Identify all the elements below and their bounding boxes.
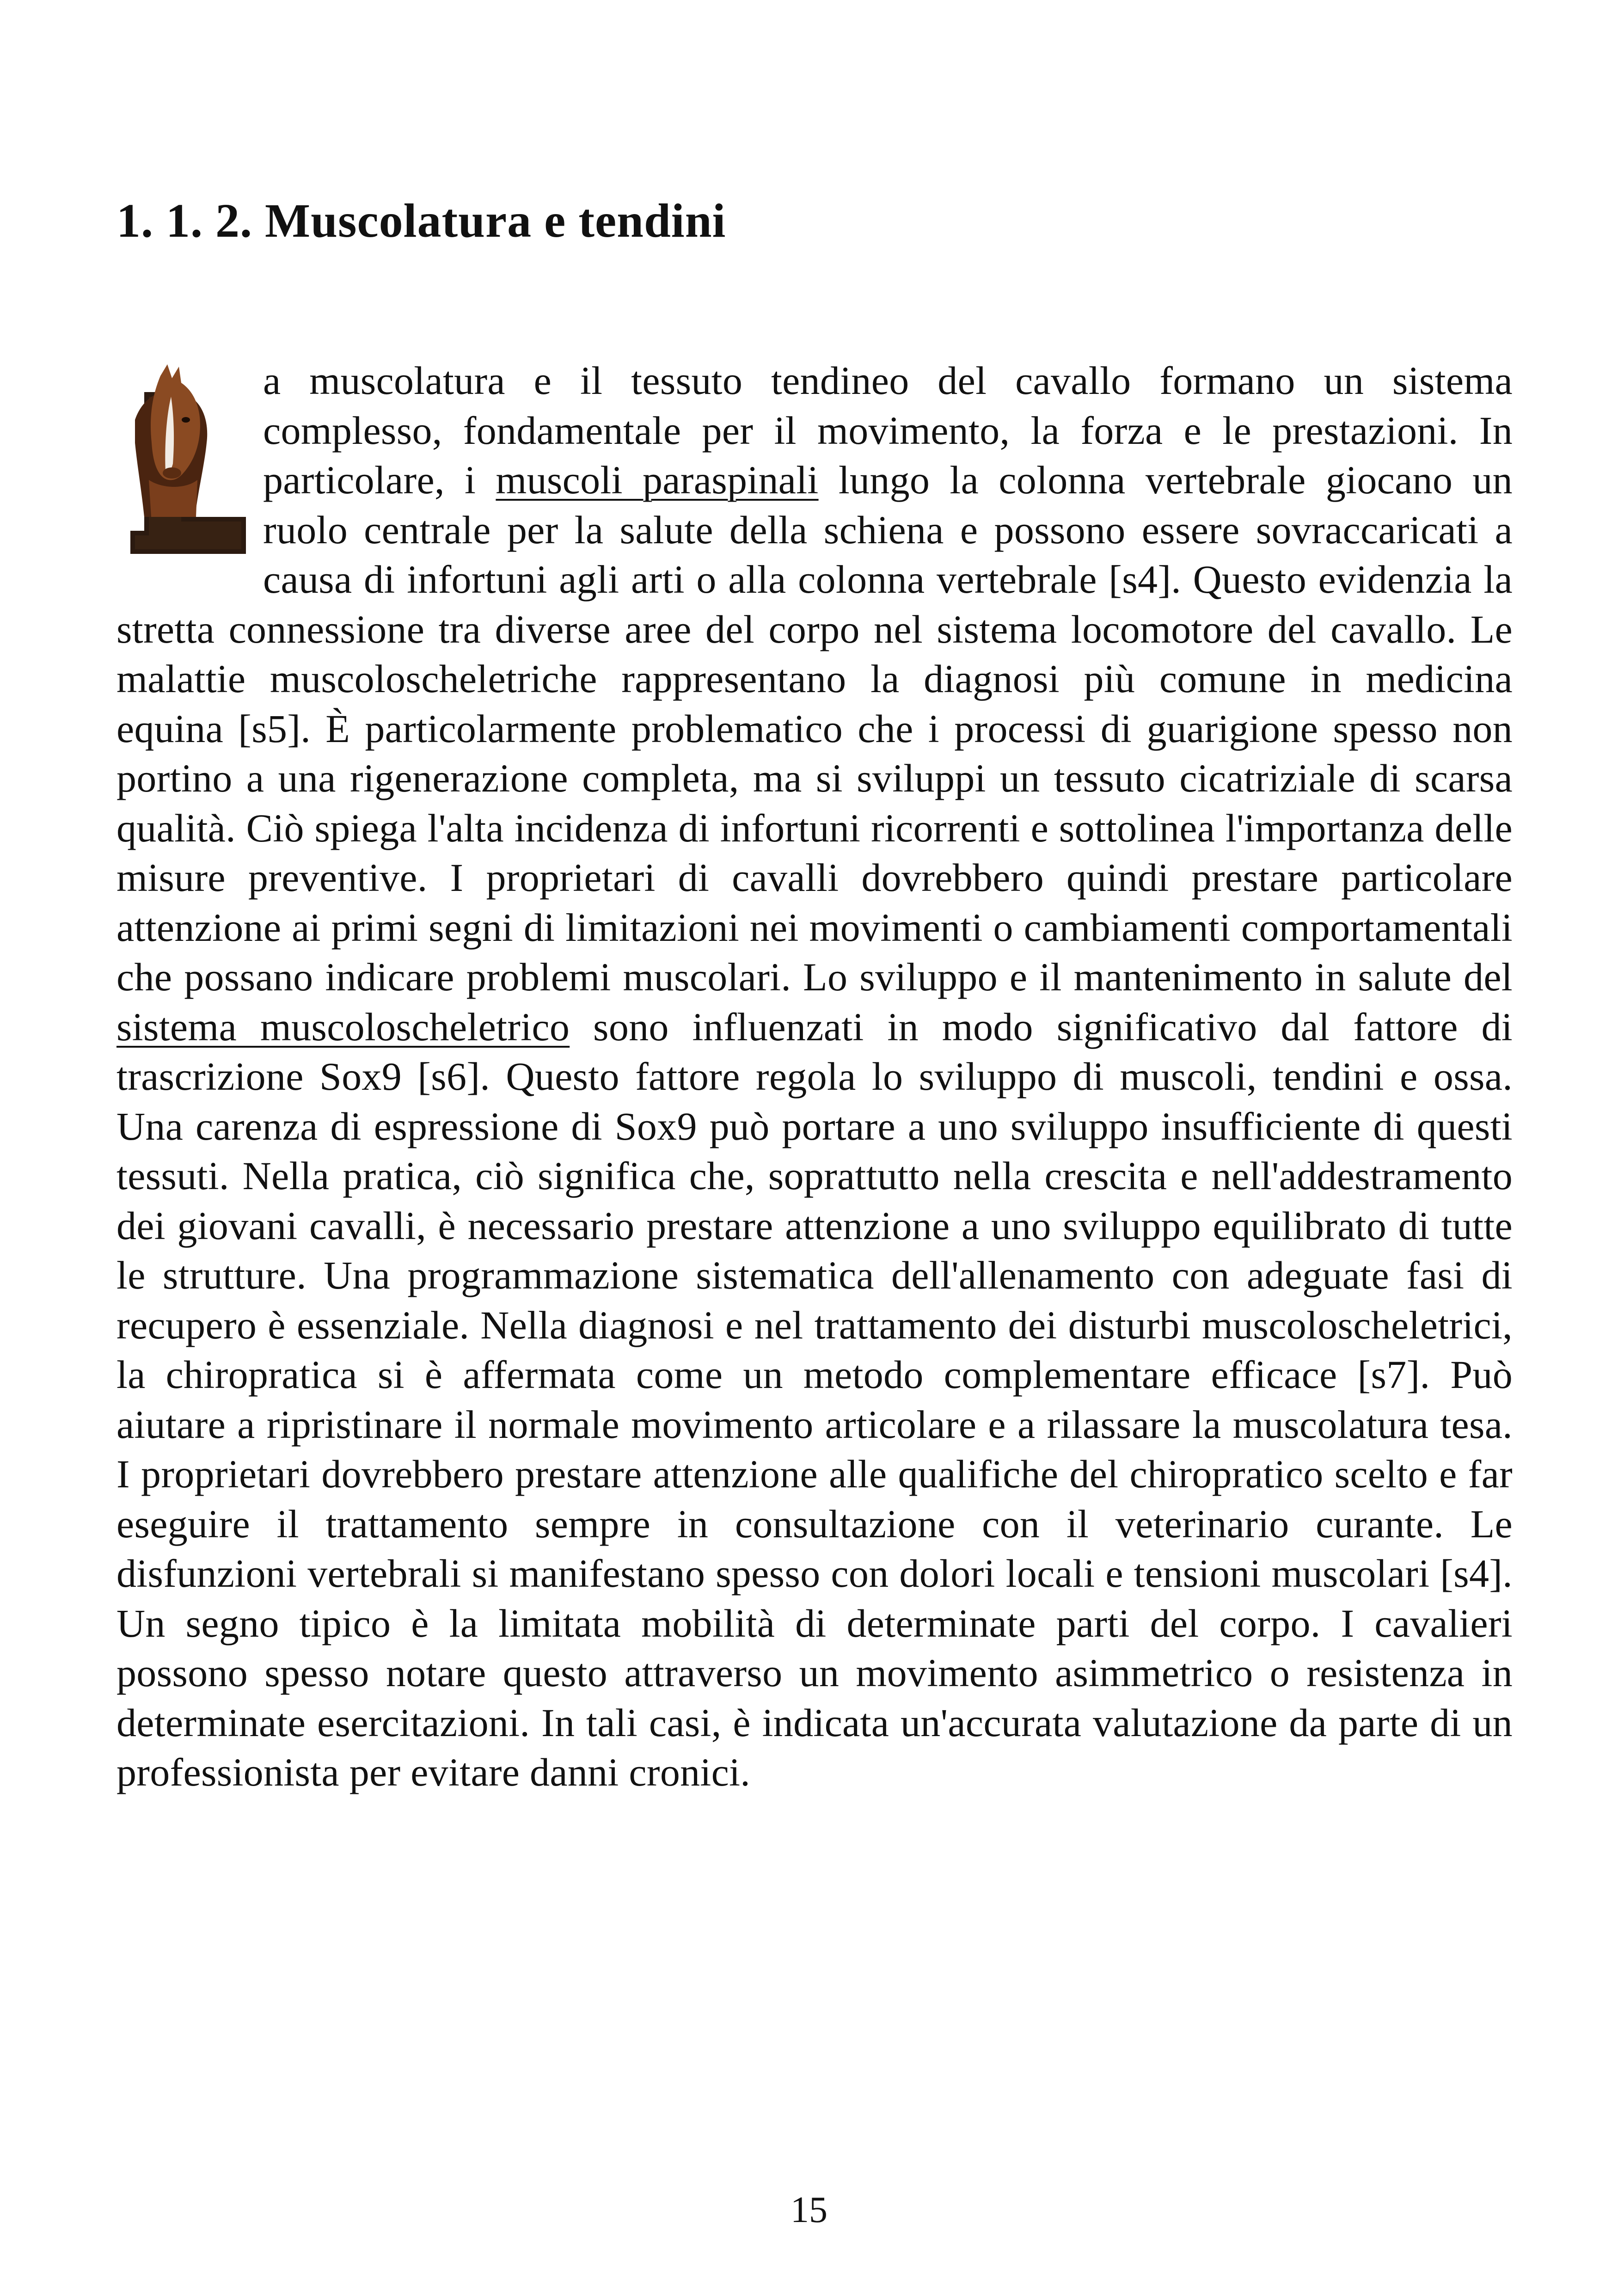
muscoli-paraspinali-link[interactable]: muscoli paraspinali [496, 458, 819, 502]
horse-head-icon [116, 364, 246, 559]
section-heading: 1. 1. 2. Muscolatura e tendini [116, 194, 726, 247]
paragraph-text: lungo la colonna vertebrale giocano un ruolo centrale per la salute della schiena e possono essere sovraccaricati a causa di infortuni agli arti o alla colonna vertebrale [s4]. Questo evidenzia la stretta connessione tra diverse aree del corpo nel sistema locomotore del cavallo. Le malattie muscoloscheletriche rappresentano la diagnosi più comune in medicina equina [s5]. È particolarmente problematico che i processi di guarigione spesso non portino a una rigenerazione completa, ma si sviluppi un tessuto cicatriziale di scarsa qualità. Ciò spiega l'alta incidenza di infortuni ricorrenti e sottolinea l'importanza delle misure preventive. I proprietari di cavalli dovrebbero quindi prestare particolare attenzione ai primi segni di limitazioni nei movimenti o cambiamenti comportamentali che possano indicare problemi muscolari. Lo sviluppo e il mantenimento in salute del [116, 458, 1513, 999]
drop-cap-letter [116, 364, 253, 563]
page-number: 15 [791, 2190, 827, 2230]
body-paragraph [116, 356, 1513, 1798]
paragraph-text: sono influenzati in modo significativo dal fattore di trascrizione Sox9 [s6]. Questo fattore regola lo sviluppo di muscoli, tendini e ossa. Una carenza di espressione di Sox9 può portare a uno sviluppo insufficiente di questi tessuti. Nella pratica, ciò significa che, soprattutto nella crescita e nell'addestramento dei giovani cavalli, è necessario prestare attenzione a uno sviluppo equilibrato di tutte le strutture. Una programmazione sistematica dell'allenamento con adeguate fasi di recupero è essenziale. Nella diagnosi e nel trattamento dei disturbi muscoloscheletrici, la chiropratica si è affermata come un metodo complementare efficace [s7]. Può aiutare a ripristinare il normale movimento articolare e a rilassare la muscolatura tesa. I proprietari dovrebbero prestare attenzione alle qualifiche del chiropratico scelto e far eseguire il trattamento sempre in consultazione con il veterinario curante. Le disfunzioni vertebrali si manifestano spesso con dolori locali e tensioni muscolari [s4]. Un segno tipico è la limitata mobilità di determinate parti del corpo. I cavalieri possono spesso notare questo attraverso un movimento asimmetrico o resistenza in determinate esercitazioni. In tali casi, è indicata un'accurata valutazione da parte di un professionista per evitare danni cronici. [116, 1004, 1513, 1794]
paragraph-text: a muscolatura e il tessuto tendineo del cavallo formano un sistema complesso, fondamentale per il movimento, la forza e le prestazioni. In particolare, i [263, 358, 1513, 502]
sistema-muscoloscheletrico-link[interactable]: sistema muscoloscheletrico [116, 1004, 570, 1049]
